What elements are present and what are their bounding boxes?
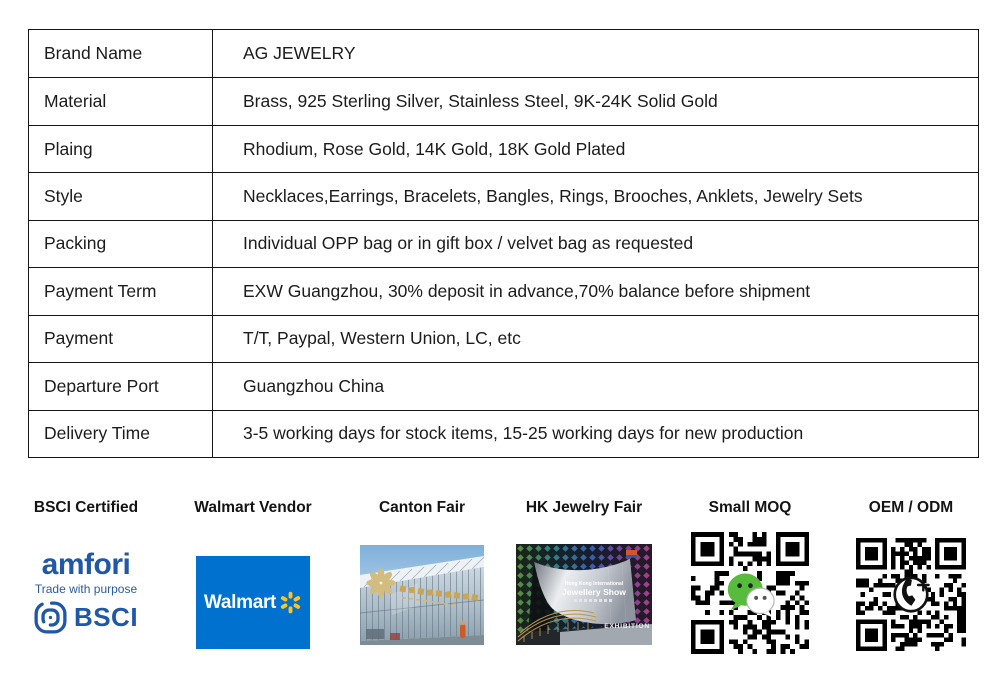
product-spec-table <box>28 29 979 458</box>
table-row <box>29 362 978 409</box>
hk-jewellery-show-photo <box>516 544 652 645</box>
badge-label: OEM / ODM <box>868 499 954 516</box>
spec-value-cell: Brass, 925 Sterling Silver, Stainless Steel, 9K-24K Solid Gold <box>243 91 718 112</box>
spec-label-cell: Style <box>29 173 213 219</box>
wechat-qr-code <box>691 532 809 654</box>
badge-canton-fair <box>356 497 488 645</box>
bsci-spiral-icon <box>34 601 67 634</box>
spec-label-cell: Departure Port <box>29 363 213 409</box>
table-row <box>29 267 978 314</box>
badge-hk-jewelry-fair <box>514 497 654 645</box>
spec-value-cell: Individual OPP bag or in gift box / velvet bag as requested <box>243 233 694 254</box>
amfori-wordmark: amfori <box>41 548 131 581</box>
spec-label-cell: Brand Name <box>29 30 213 77</box>
badge-label: Walmart Vendor <box>194 499 312 516</box>
spec-label-cell: Material <box>29 78 213 124</box>
canton-fair-photo <box>360 545 484 645</box>
spec-value-cell: T/T, Paypal, Western Union, LC, etc <box>243 328 521 349</box>
spec-value-cell: Rhodium, Rose Gold, 14K Gold, 18K Gold Plated <box>243 138 626 159</box>
walmart-wordmark: Walmart <box>203 591 277 613</box>
spec-label-cell: Plaing <box>29 126 213 172</box>
table-row <box>29 125 978 172</box>
table-row <box>29 315 978 362</box>
spec-value-cell: Necklaces,Earrings, Bracelets, Bangles, Rings, Brooches, Anklets, Jewelry Sets <box>243 186 863 207</box>
badge-label: HK Jewelry Fair <box>525 499 643 516</box>
table-row <box>29 172 978 219</box>
amfori-bsci-logo <box>32 550 140 634</box>
spec-value-cell: Guangzhou China <box>243 375 385 396</box>
spec-label-cell: Payment Term <box>29 268 213 314</box>
walmart-logo <box>196 556 310 649</box>
bsci-acronym: BSCI <box>73 602 139 632</box>
table-row <box>29 30 978 77</box>
amfori-tagline: Trade with purpose <box>34 582 138 596</box>
spec-value-cell: 3-5 working days for stock items, 15-25 working days for new production <box>243 423 804 444</box>
hk-exhibition-text: EXHIBITION <box>604 623 650 630</box>
hk-show-line1: Hong Kong International <box>564 581 624 587</box>
badge-label: BSCI Certified <box>33 499 139 516</box>
table-row <box>29 77 978 124</box>
table-row <box>29 410 978 457</box>
table-row <box>29 220 978 267</box>
spec-label-cell: Delivery Time <box>29 411 213 457</box>
phone-contact-qr-code <box>856 538 966 651</box>
hk-show-line2: Jewellery Show <box>561 587 627 597</box>
badge-bsci-certified <box>16 497 156 634</box>
badge-small-moq <box>684 497 816 654</box>
spec-value-cell: AG JEWELRY <box>243 43 356 64</box>
spec-value-cell: EXW Guangzhou, 30% deposit in advance,70% balance before shipment <box>243 280 811 301</box>
badge-label: Small MOQ <box>708 499 792 516</box>
walmart-spark-icon <box>279 591 302 614</box>
badge-walmart-vendor <box>187 497 319 649</box>
badge-oem-odm <box>845 497 977 651</box>
badge-label: Canton Fair <box>378 499 466 516</box>
spec-label-cell: Payment <box>29 316 213 362</box>
spec-label-cell: Packing <box>29 221 213 267</box>
